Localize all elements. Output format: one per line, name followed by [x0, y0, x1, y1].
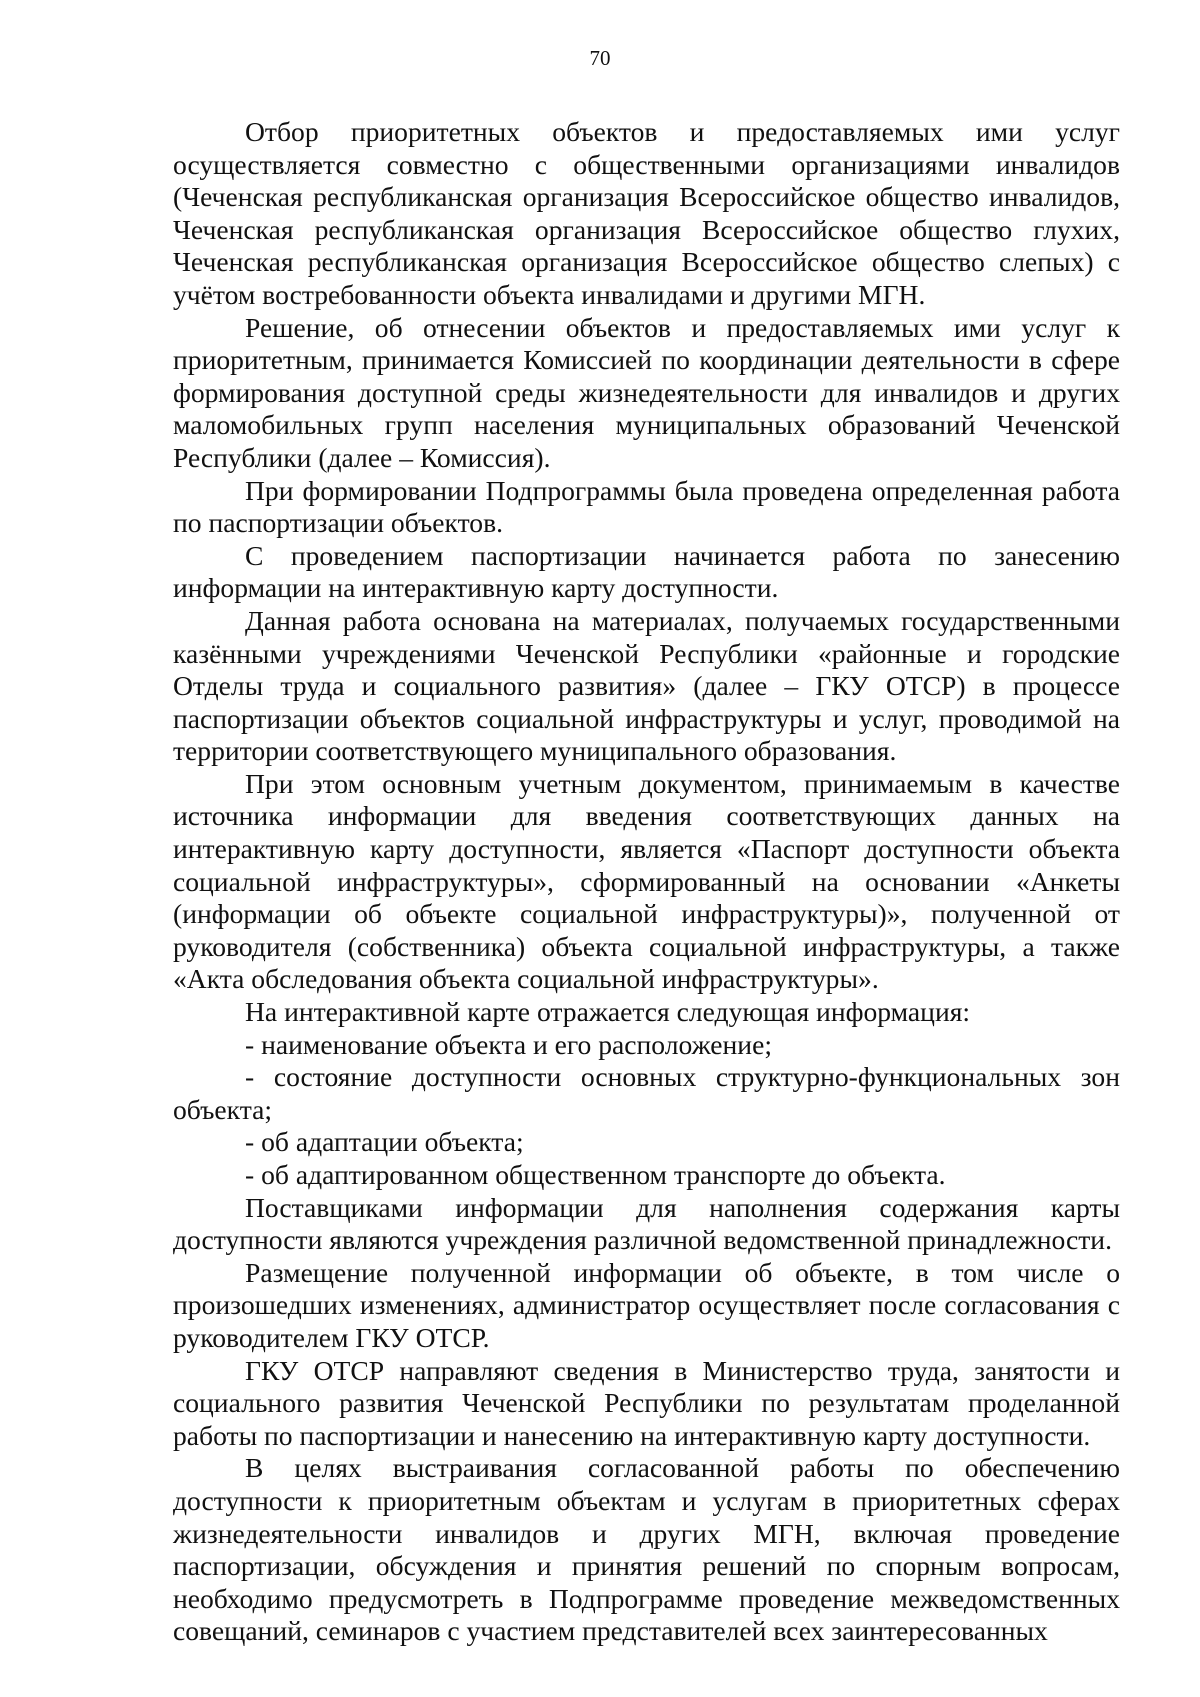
paragraph-ministry-reporting: ГКУ ОТСР направляют сведения в Министерство труда, занятости и социального развития Чеченской Республики по результатам проделанной работы по паспортизации и нанесению на интерактивную карту доступности. — [173, 1354, 1120, 1451]
paragraph-commission-decision: Решение, об отнесении объектов и предоставляемых ими услуг к приоритетным, принимается Комиссией по координации деятельности в сфере формирования доступной среды жизнедеятельности для инвалидов и других маломобильных групп населения муниципальных образований Чеченской Республики (далее – Комиссия). — [173, 311, 1120, 473]
paragraph-passportization-work: При формировании Подпрограммы была проведена определенная работа по паспортизации объектов. — [173, 474, 1120, 539]
paragraph-information-placement: Размещение полученной информации об объекте, в том числе о произошедших изменениях, администратор осуществляет после согласования с руководителем ГКУ ОТСР. — [173, 1256, 1120, 1353]
list-item-object-adaptation: - об адаптации объекта; — [245, 1126, 524, 1158]
paragraph-materials-source: Данная работа основана на материалах, получаемых государственными казёнными учреждениями Чеченской Республики «районные и городские Отделы труда и социального развития» (далее – ГКУ ОТСР) в процессе паспортизации объектов социальной инфраструктуры и услуг, проводимой на территории соответствующего муниципального образования. — [173, 604, 1120, 767]
paragraph-map-info-intro: На интерактивной карте отражается следующая информация: — [245, 996, 971, 1028]
paragraph-priority-selection: Отбор приоритетных объектов и предоставляемых ими услуг осуществляется совместно с общественными организациями инвалидов (Чеченская республиканская организация Всероссийское общество инвалидов, Чеченская республиканская организация Всероссийское общество глухих, Чеченская республиканская организация Всероссийское общество слепых) с учётом востребованности объекта инвалидами и другими МГН. — [173, 116, 1120, 310]
list-item-accessibility-state: - состояние доступности основных структурно-функциональных зон объекта; — [173, 1061, 1120, 1125]
paragraph-map-entry: С проведением паспортизации начинается работа по занесению информации на интерактивную карту доступности. — [173, 539, 1120, 604]
paragraph-information-providers: Поставщиками информации для наполнения содержания карты доступности являются учреждения различной ведомственной принадлежности. — [173, 1191, 1120, 1256]
page-number: 70 — [589, 46, 611, 70]
paragraph-interagency-meetings: В целях выстраивания согласованной работы по обеспечению доступности к приоритетным объектам и услугам в приоритетных сферах жизнедеятельности инвалидов и других МГН, включая проведение паспортизации, обсуждения и принятия решений по спорным вопросам, необходимо предусмотреть в Подпрограмме проведение межведомственных совещаний, семинаров с участием представителей всех заинтересованных — [173, 1452, 1120, 1647]
list-item-object-name: - наименование объекта и его расположение; — [245, 1028, 772, 1060]
document-body — [173, 116, 1120, 1648]
list-item-adapted-transport: - об адаптированном общественном транспорте до объекта. — [245, 1159, 946, 1190]
paragraph-accounting-document: При этом основным учетным документом, принимаемым в качестве источника информации для введения соответствующих данных на интерактивную карту доступности, является «Паспорт доступности объекта социальной инфраструктуры», сформированный на основании «Анкеты (информации об объекте социальной инфраструктуры)», полученной от руководителя (собственника) объекта социальной инфраструктуры, а также «Акта обследования объекта социальной инфраструктуры». — [173, 767, 1120, 995]
